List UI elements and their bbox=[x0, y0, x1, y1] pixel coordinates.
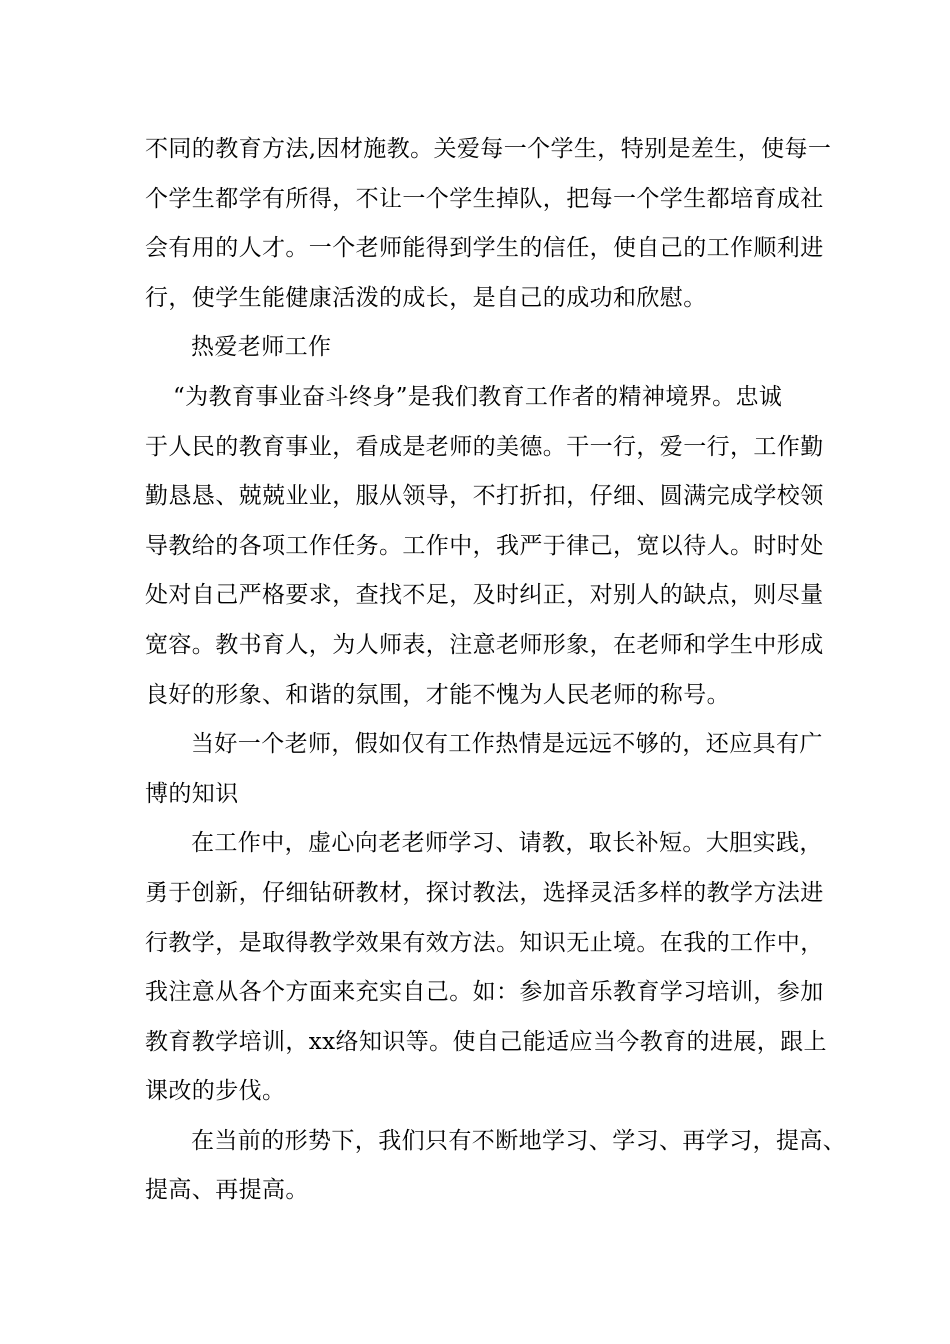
text-line: 勤恳恳、兢兢业业，服从领导，不打折扣，仔细、圆满完成学校领 bbox=[145, 483, 824, 510]
text-line: 教育教学培训，xx络知识等。使自己能适应当今教育的进展，跟上 bbox=[145, 1028, 827, 1055]
text-line: 在工作中，虚心向老老师学习、请教，取长补短。大胆实践， bbox=[191, 830, 823, 857]
text-line: 提高、再提高。 bbox=[145, 1177, 309, 1204]
text-line: 行，使学生能健康活泼的成长，是自己的成功和欣慰。 bbox=[145, 284, 707, 311]
text-line: 勇于创新，仔细钻研教材，探讨教法，选择灵活多样的教学方法进 bbox=[145, 879, 824, 906]
text-line: “为教育事业奋斗终身”是我们教育工作者的精神境界。忠诚 bbox=[173, 383, 783, 410]
text-line: 行教学，是取得教学效果有效方法。知识无止境。在我的工作中， bbox=[145, 929, 824, 956]
text-line: 课改的步伐。 bbox=[145, 1078, 286, 1105]
text-line: 于人民的教育事业，看成是老师的美德。干一行，爱一行，工作勤 bbox=[145, 433, 824, 460]
text-line: 处对自己严格要求，查找不足，及时纠正，对别人的缺点，则尽量 bbox=[145, 582, 824, 609]
text-line: 导教给的各项工作任务。工作中，我严于律己，宽以待人。时时处 bbox=[145, 532, 824, 559]
text-line: 良好的形象、和谐的氛围，才能不愧为人民老师的称号。 bbox=[145, 681, 730, 708]
text-line: 当好一个老师，假如仅有工作热情是远远不够的，还应具有广 bbox=[191, 731, 823, 758]
text-line: 个学生都学有所得，不让一个学生掉队，把每一个学生都培育成社 bbox=[145, 185, 824, 212]
text-line: 会有用的人才。一个老师能得到学生的信任，使自己的工作顺利进 bbox=[145, 235, 824, 262]
text-line: 博的知识 bbox=[145, 780, 239, 807]
text-line: 在当前的形势下，我们只有不断地学习、学习、再学习，提高、 bbox=[191, 1127, 847, 1154]
text-line: 宽容。教书育人，为人师表，注意老师形象，在老师和学生中形成 bbox=[145, 631, 824, 658]
text-line: 我注意从各个方面来充实自己。如：参加音乐教育学习培训，参加 bbox=[145, 979, 824, 1006]
body-text bbox=[145, 125, 847, 1216]
section-heading: 热爱老师工作 bbox=[191, 334, 332, 361]
text-line: 不同的教育方法,因材施教。关爱每一个学生，特别是差生，使每一 bbox=[145, 136, 832, 162]
